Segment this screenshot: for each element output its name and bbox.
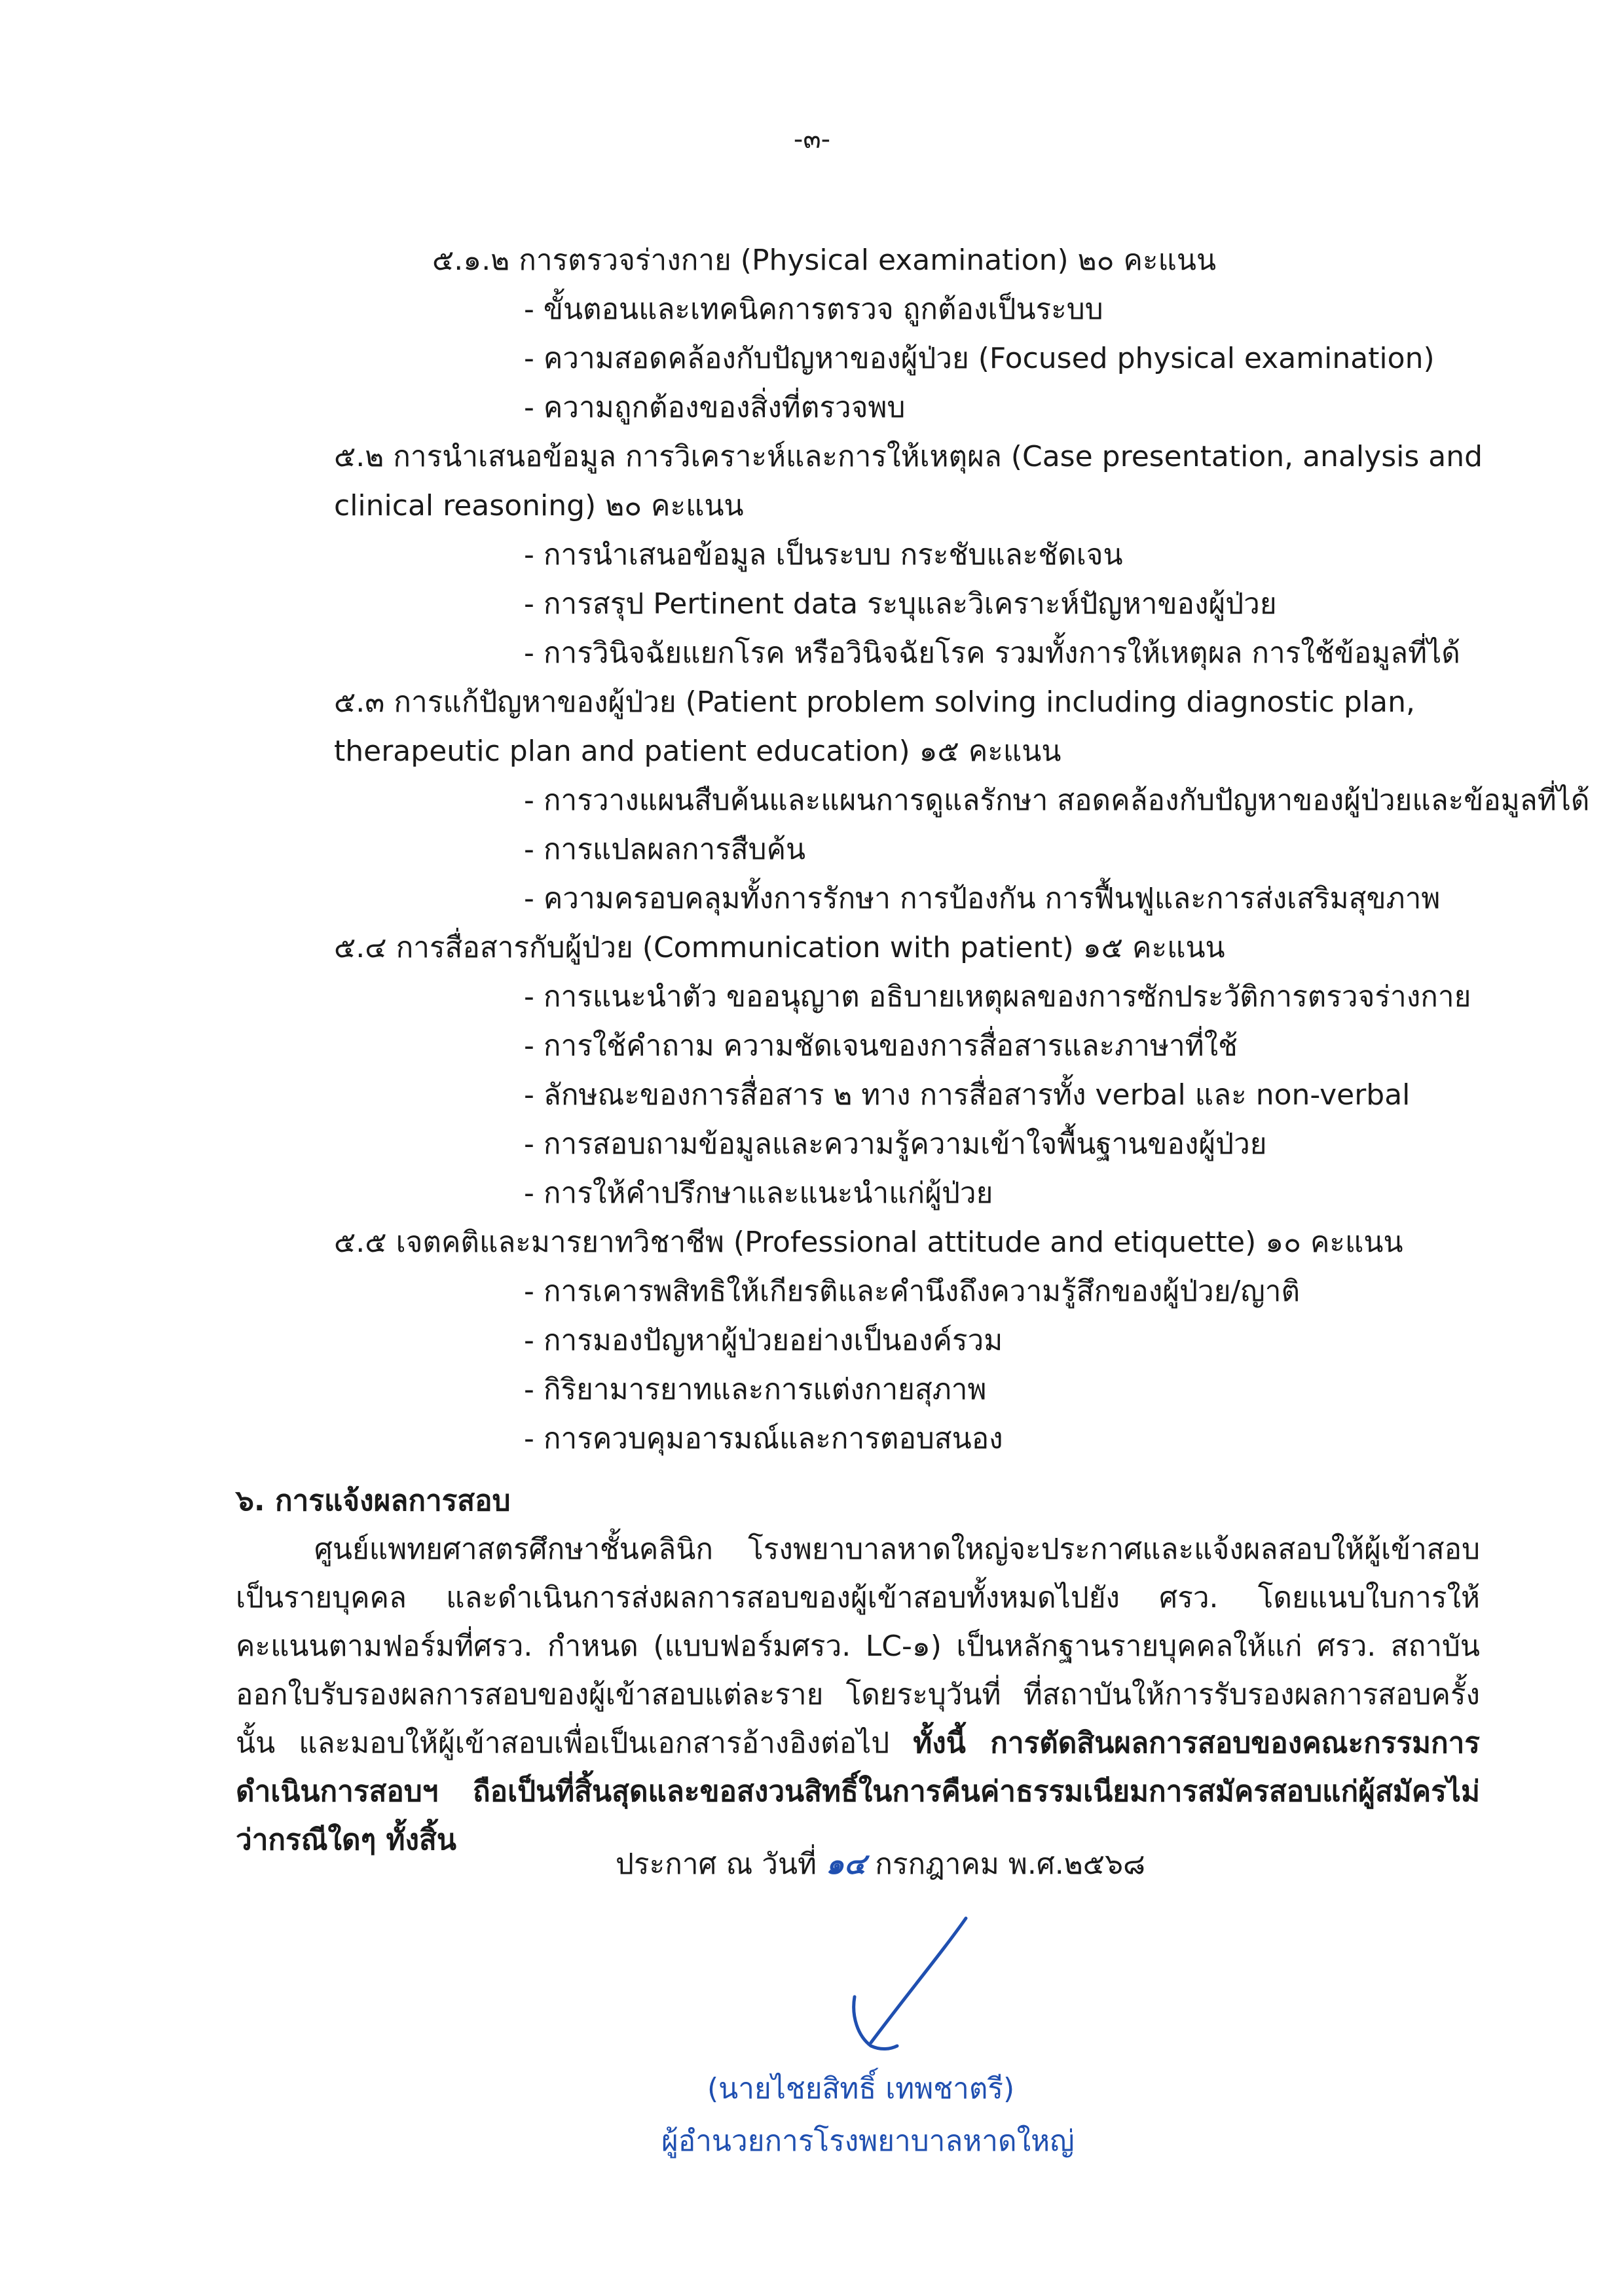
bullet: - ความสอดคล้องกับปัญหาของผู้ป่วย (Focused physical examination) xyxy=(524,342,1435,375)
signatory-title: ผู้อำนวยการโรงพยาบาลหาดใหญ่ xyxy=(661,2124,1075,2158)
bullet: - กิริยามารยาทและการแต่งกายสุภาพ xyxy=(524,1373,987,1406)
bullet: - ความถูกต้องของสิ่งที่ตรวจพบ xyxy=(524,391,906,424)
bullet: - การสอบถามข้อมูลและความรู้ความเข้าใจพื้นฐานของผู้ป่วย xyxy=(524,1127,1267,1161)
section-5-3-heading: ๕.๓ การแก้ปัญหาของผู้ป่วย (Patient problem solving including diagnostic plan, xyxy=(334,685,1415,719)
bullet: - การนำเสนอข้อมูล เป็นระบบ กระชับและชัดเจน xyxy=(524,538,1123,572)
bullet: - การมองปัญหาผู้ป่วยอย่างเป็นองค์รวม xyxy=(524,1324,1003,1357)
announcement-date xyxy=(616,1846,1145,1883)
section-6-paragraph xyxy=(236,1525,1480,1865)
date-day: ๑๔ xyxy=(826,1848,866,1881)
section-5-2-heading-cont: clinical reasoning) ๒๐ คะแนน xyxy=(334,489,744,522)
bullet: - ขั้นตอนและเทคนิคการตรวจ ถูกต้องเป็นระบบ xyxy=(524,293,1103,326)
bullet: - การวินิจฉัยแยกโรค หรือวินิจฉัยโรค รวมทั้งการให้เหตุผล การใช้ข้อมูลที่ได้ xyxy=(524,636,1460,670)
section-6-heading: ๖. การแจ้งผลการสอบ xyxy=(236,1484,511,1518)
bullet: - การเคารพสิทธิให้เกียรติและคำนึงถึงความรู้สึกของผู้ป่วย/ญาติ xyxy=(524,1275,1301,1308)
bullet: - ความครอบคลุมทั้งการรักษา การป้องกัน การฟื้นฟูและการส่งเสริมสุขภาพ xyxy=(524,882,1441,915)
page-number: -๓- xyxy=(793,124,831,155)
signatory-name: (นายไชยสิทธิ์ เทพชาตรี) xyxy=(707,2072,1015,2105)
date-suffix: กรกฎาคม พ.ศ.๒๕๖๘ xyxy=(866,1848,1145,1881)
handwritten-signature xyxy=(819,1912,1028,2062)
section-5-1-2-heading: ๕.๑.๒ การตรวจร่างกาย (Physical examination) ๒๐ คะแนน xyxy=(432,244,1217,277)
section-5-3-heading-cont: therapeutic plan and patient education) ๑๕ คะแนน xyxy=(334,735,1061,768)
bullet: - การใช้คำถาม ความชัดเจนของการสื่อสารและภาษาที่ใช้ xyxy=(524,1029,1238,1063)
bullet: - การวางแผนสืบค้นและแผนการดูแลรักษา สอดคล้องกับปัญหาของผู้ป่วยและข้อมูลที่ได้ xyxy=(524,784,1590,817)
bullet: - การแนะนำตัว ขออนุญาต อธิบายเหตุผลของการซักประวัติการตรวจร่างกาย xyxy=(524,980,1471,1013)
bullet: - การควบคุมอารมณ์และการตอบสนอง xyxy=(524,1422,1003,1455)
section-5-5-heading: ๕.๕ เจตคติและมารยาทวิชาชีพ (Professional attitude and etiquette) ๑๐ คะแนน xyxy=(334,1226,1403,1259)
bullet: - การแปลผลการสืบค้น xyxy=(524,833,806,866)
bullet: - การให้คำปรึกษาและแนะนำแก่ผู้ป่วย xyxy=(524,1176,993,1210)
section-5-4-heading: ๕.๔ การสื่อสารกับผู้ป่วย (Communication with patient) ๑๕ คะแนน xyxy=(334,931,1225,964)
bullet: - การสรุป Pertinent data ระบุและวิเคราะห์ปัญหาของผู้ป่วย xyxy=(524,587,1277,621)
section-5-2-heading: ๕.๒ การนำเสนอข้อมูล การวิเคราะห์และการให้เหตุผล (Case presentation, analysis and xyxy=(334,440,1483,473)
date-prefix: ประกาศ ณ วันที่ xyxy=(616,1848,826,1881)
paragraph-bold-text: ทั้งนี้ การตัดสินผลการสอบของคณะกรรมการดำเนินการสอบฯ ถือเป็นที่สิ้นสุดและขอสงวนสิทธิ์ในการคืนค่าธรรมเนียมการสมัครสอบแก่ผู้สมัครไม่ว่ากรณีใดๆ ทั้งสิ้น xyxy=(236,1726,1480,1857)
paragraph-text: ศูนย์แพทยศาสตรศึกษาชั้นคลินิก โรงพยาบาลหาดใหญ่จะประกาศและแจ้งผลสอบให้ผู้เข้าสอบเป็นรายบุคคล และดำเนินการส่งผลการสอบของผู้เข้าสอบทั้งหมดไปยัง ศรว. โดยแนบใบการให้คะแนนตามฟอร์มที่ศรว. กำหนด (แบบฟอร์มศรว. LC-๑) เป็นหลักฐานรายบุคคลให้แก่ ศรว. สถาบันออกใบรับรองผลการสอบของผู้เข้าสอบแต่ละราย โดยระบุวันที่ ที่สถาบันให้การรับรองผลการสอบครั้งนั้น และมอบให้ผู้เข้าสอบเพื่อเป็นเอกสารอ้างอิงต่อไป xyxy=(236,1533,1480,1760)
bullet: - ลักษณะของการสื่อสาร ๒ ทาง การสื่อสารทั้ง verbal และ non-verbal xyxy=(524,1078,1411,1112)
